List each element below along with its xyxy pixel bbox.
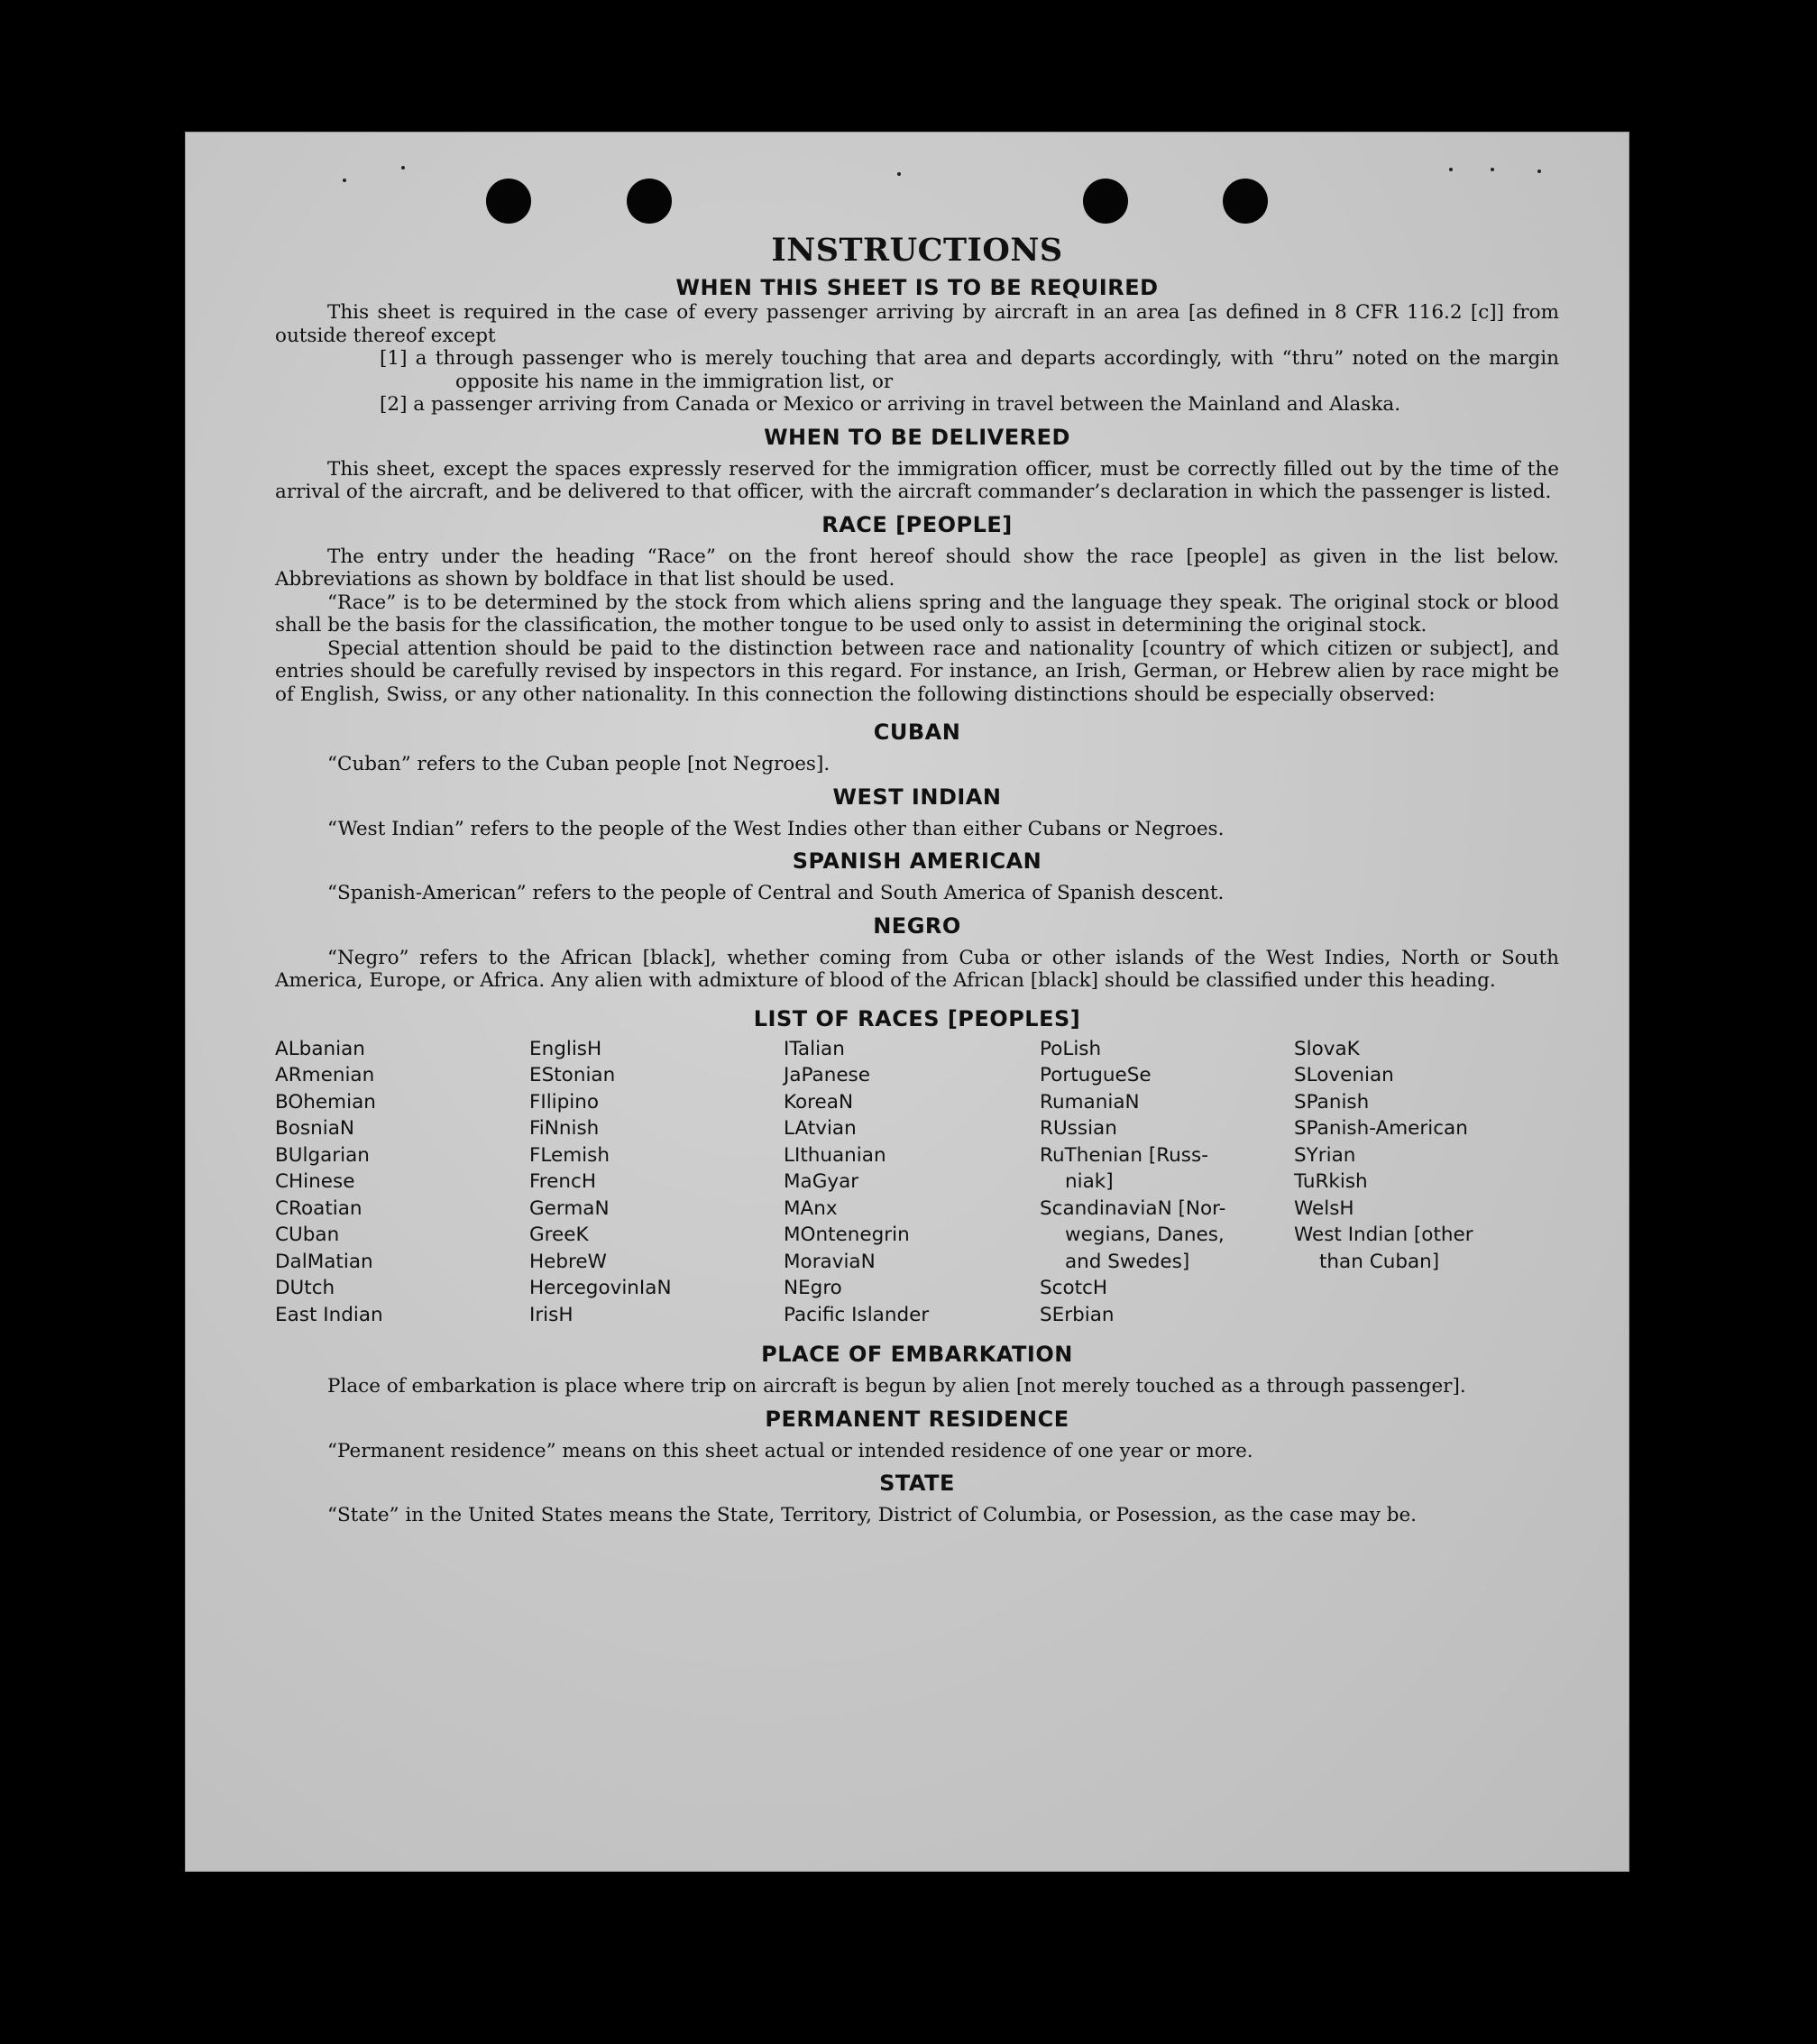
race-entry: SlovaK — [1294, 1037, 1360, 1060]
race-entry: EStonian — [529, 1064, 616, 1086]
heading-state: STATE — [879, 1471, 955, 1496]
instructions-content — [275, 231, 1559, 1527]
race-entry: LAtvian — [784, 1117, 857, 1140]
paper-speck — [897, 172, 901, 176]
race-entry: GermaN — [529, 1196, 610, 1220]
race-entry: East Indian — [275, 1303, 383, 1326]
race-entry: ScandinaviaN [Nor- — [1040, 1196, 1226, 1220]
required-intro: This sheet is required in the case of every passenger arriving by aircraft in an area [as defined in 8 CFR 116.2 [c]] from outside thereof except — [275, 301, 1559, 347]
heading-list-of-races: LIST OF RACES [PEOPLES] — [753, 1005, 1081, 1031]
heading-delivered: WHEN TO BE DELIVERED — [764, 424, 1070, 450]
heading-spanish-american: SPANISH AMERICAN — [792, 848, 1042, 874]
race-entry: KoreaN — [784, 1090, 854, 1114]
heading-required: WHEN THIS SHEET IS TO BE REQUIRED — [675, 275, 1159, 300]
race-entry: JaPanese — [784, 1064, 870, 1086]
race-entry: HercegovinIaN — [529, 1277, 672, 1299]
race-entry: IrisH — [529, 1303, 574, 1326]
paper-speck — [401, 166, 405, 170]
race-column — [784, 1036, 1040, 1329]
race-entry: FIlipino — [529, 1090, 600, 1114]
required-item-1: [1] a through passenger who is merely touching that area and departs accordingly, with “thru” noted on the margin opposite his name in the immigration list, or — [380, 347, 1559, 393]
delivered-text: This sheet, except the spaces expressly reserved for the immigration officer, must be correctly filled out by the time of the arrival of the aircraft, and be delivered to that officer, with the aircraft commander’s declaration in which the passenger is listed. — [275, 457, 1559, 503]
race-entry: TuRkish — [1294, 1170, 1368, 1193]
required-item-2: [2] a passenger arriving from Canada or Mexico or arriving in travel between the Mainland and Alaska. — [380, 393, 1401, 416]
race-entry: Pacific Islander — [784, 1303, 930, 1326]
residence-text: “Permanent residence” means on this sheet actual or intended residence of one year or more. — [327, 1439, 1253, 1462]
race-entry: CHinese — [275, 1170, 355, 1193]
race-entry: SYrian — [1294, 1143, 1356, 1167]
race-entry: DalMatian — [275, 1250, 373, 1273]
race-entry: BosniaN — [275, 1117, 354, 1140]
race-paragraph-1: The entry under the heading “Race” on the front hereof should show the race [people] as given in the list below. Abbreviations as shown by boldface in that list should be used. — [275, 545, 1559, 591]
negro-text: “Negro” refers to the African [black], whether coming from Cuba or other islands of the West Indies, North or South America, Europe, or Africa. Any alien with admixture of blood of the African [black] should be classified under this heading. — [275, 946, 1559, 992]
race-entry: West Indian [other — [1294, 1224, 1473, 1246]
paper-speck — [343, 179, 346, 182]
race-entry: FLemish — [529, 1143, 610, 1167]
race-entry: ARmenian — [275, 1064, 375, 1086]
state-text: “State” in the United States means the State, Territory, District of Columbia, or Posession, as the case may be. — [327, 1504, 1418, 1526]
race-entry: SLovenian — [1294, 1064, 1394, 1086]
race-entry: CRoatian — [275, 1196, 362, 1220]
race-entry-continued: niak] — [1065, 1170, 1114, 1193]
paper-speck — [1491, 168, 1494, 171]
punch-hole — [486, 179, 531, 224]
race-entry: WelsH — [1294, 1196, 1354, 1220]
punch-hole — [627, 179, 672, 224]
race-entry: FiNnish — [529, 1117, 600, 1140]
race-paragraph-2: “Race” is to be determined by the stock from which aliens spring and the language they speak. The original stock or blood shall be the basis for the classification, the mother tongue to be used only to assist in determining the original stock. — [275, 591, 1559, 637]
race-entry: PortugueSe — [1040, 1064, 1152, 1086]
race-column — [529, 1036, 784, 1329]
heading-negro: NEGRO — [873, 912, 961, 939]
race-entry: SPanish-American — [1294, 1117, 1468, 1140]
race-column — [1294, 1036, 1555, 1329]
race-entry: HebreW — [529, 1250, 607, 1273]
document-sheet — [185, 132, 1629, 1872]
spanish-american-text: “Spanish-American” refers to the people of Central and South America of Spanish descent. — [327, 882, 1225, 904]
race-entry: LIthuanian — [784, 1143, 886, 1167]
race-entry-continued: and Swedes] — [1065, 1250, 1190, 1273]
race-entry: RuThenian [Russ- — [1040, 1143, 1208, 1167]
race-column — [1040, 1036, 1294, 1329]
punch-hole — [1223, 179, 1268, 224]
heading-cuban: CUBAN — [873, 720, 961, 745]
race-entry: EnglisH — [529, 1037, 602, 1060]
race-entry: MAnx — [784, 1196, 838, 1220]
heading-race: RACE [PEOPLE] — [821, 511, 1013, 537]
race-list — [275, 1036, 1559, 1329]
race-entry: DUtch — [275, 1277, 335, 1299]
race-entry: GreeK — [529, 1224, 589, 1246]
punch-hole — [1083, 179, 1128, 224]
race-entry: ITalian — [784, 1037, 845, 1060]
race-entry: PoLish — [1040, 1037, 1102, 1060]
page-title: INSTRUCTIONS — [771, 232, 1063, 269]
heading-embarkation: PLACE OF EMBARKATION — [761, 1342, 1073, 1367]
race-entry: ScotcH — [1040, 1277, 1108, 1299]
paper-speck — [1449, 168, 1453, 171]
race-entry: NEgro — [784, 1277, 842, 1299]
heading-residence: PERMANENT RESIDENCE — [765, 1406, 1069, 1432]
race-entry: CUban — [275, 1224, 340, 1246]
race-entry: MoraviaN — [784, 1250, 876, 1273]
race-entry: RumaniaN — [1040, 1090, 1140, 1114]
race-entry: BUlgarian — [275, 1143, 370, 1167]
race-paragraph-3: Special attention should be paid to the distinction between race and nationality [country of which citizen or subject], and entries should be carefully revised by inspectors in this regard. For instance, an Irish, German, or Hebrew alien by race might be of English, Swiss, or any other nationality. In this connection the following distinctions should be especially observed: — [275, 637, 1559, 706]
race-entry: FrencH — [529, 1170, 597, 1193]
race-entry-continued: wegians, Danes, — [1065, 1224, 1225, 1246]
paper-speck — [1537, 170, 1541, 173]
embarkation-text: Place of embarkation is place where trip on aircraft is begun by alien [not merely touched as a through passenger]. — [327, 1375, 1466, 1398]
west-indian-text: “West Indian” refers to the people of the West Indies other than either Cubans or Negroes. — [327, 817, 1225, 840]
heading-west-indian: WEST INDIAN — [832, 784, 1002, 810]
race-entry: MaGyar — [784, 1170, 859, 1193]
race-entry: SPanish — [1294, 1090, 1370, 1114]
cuban-text: “Cuban” refers to the Cuban people [not Negroes]. — [327, 753, 830, 775]
race-column — [275, 1036, 529, 1329]
race-entry: MOntenegrin — [784, 1224, 910, 1246]
race-entry: SErbian — [1040, 1303, 1115, 1326]
race-entry: ALbanian — [275, 1037, 365, 1060]
race-entry: RUssian — [1040, 1117, 1117, 1140]
race-entry-continued: than Cuban] — [1319, 1250, 1440, 1273]
race-entry: BOhemian — [275, 1090, 376, 1114]
